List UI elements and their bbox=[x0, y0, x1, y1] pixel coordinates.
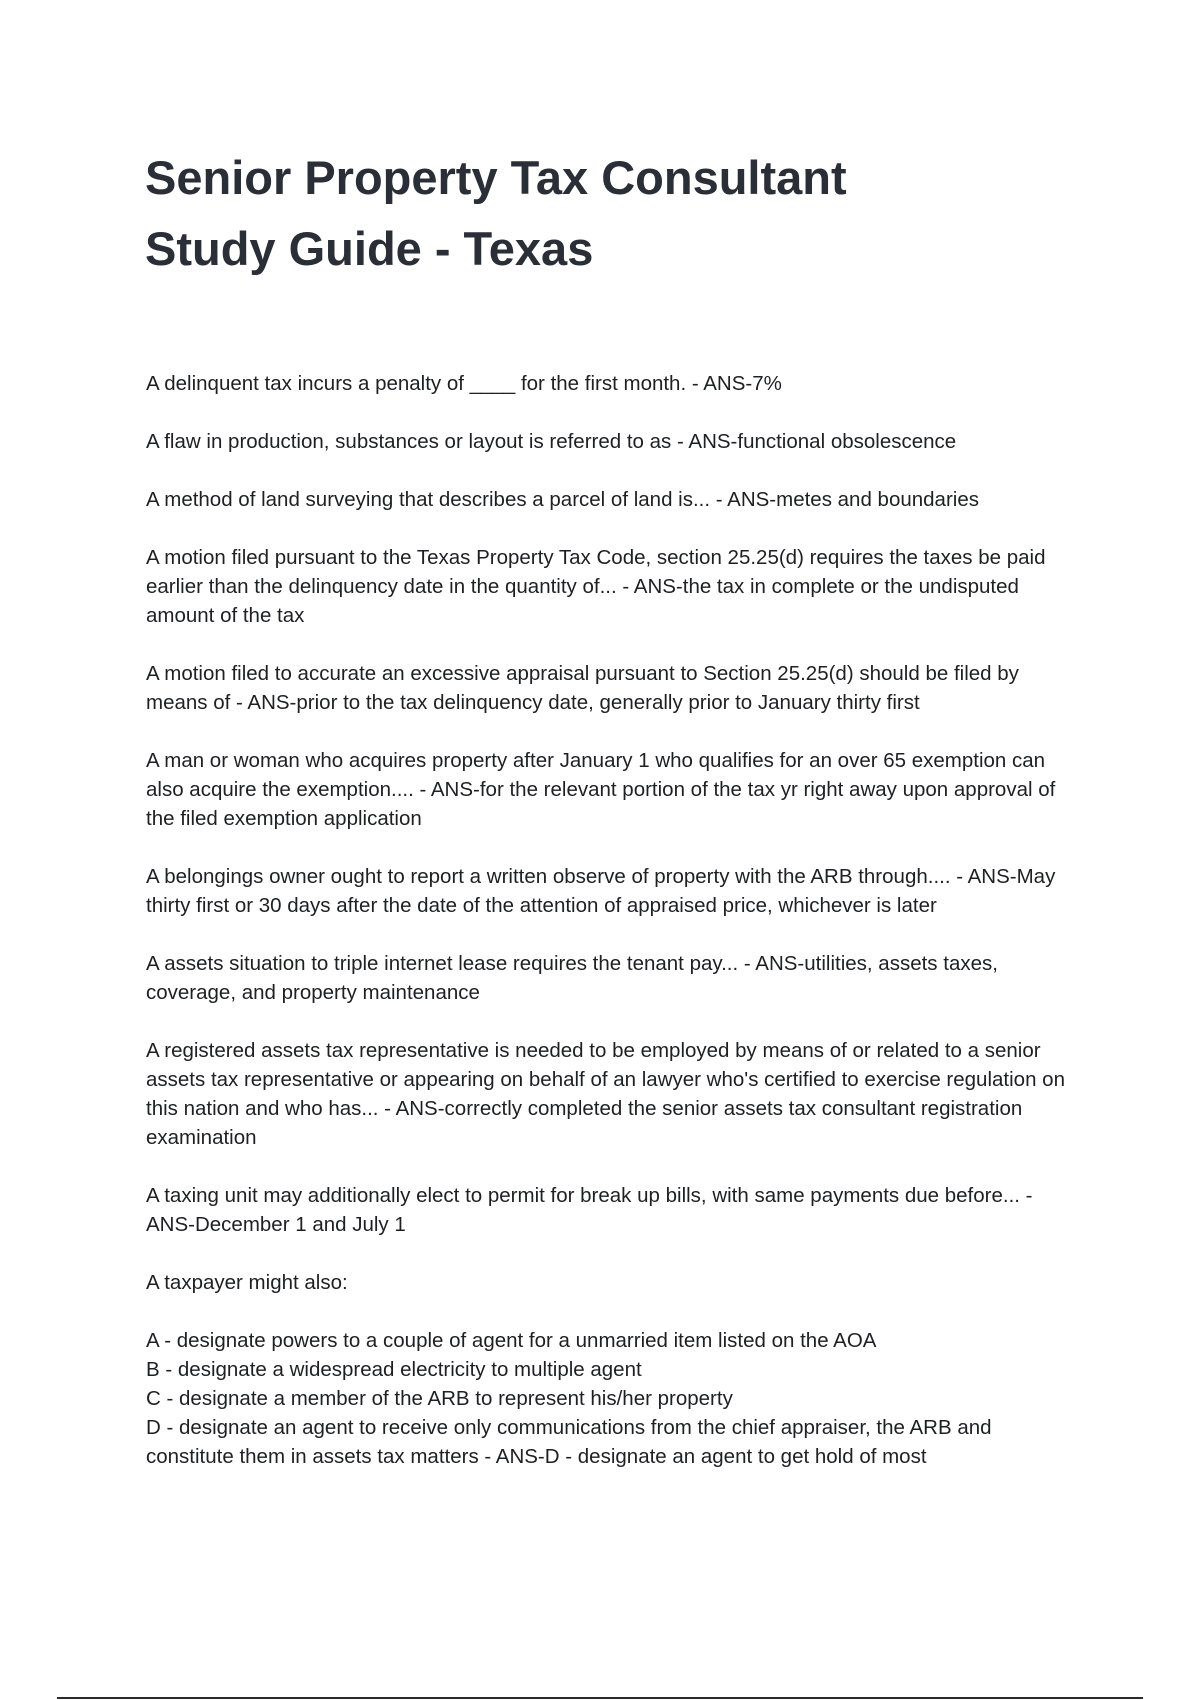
option-b: B - designate a widespread electricity to multiple agent bbox=[146, 1358, 642, 1381]
qa-item: A taxpayer might also: bbox=[146, 1271, 348, 1294]
option-a: A - designate powers to a couple of agent for a unmarried item listed on the AOA bbox=[146, 1329, 877, 1352]
answer-options bbox=[146, 1326, 1066, 1471]
qa-item: A registered assets tax representative is needed to be employed by means of or related to a senior assets tax representative or appearing on behalf of an lawyer who's certified to exercise regulation on this nation and who has... - ANS-correctly completed the senior assets tax consultant registration examination bbox=[146, 1039, 1065, 1149]
qa-item: A belongings owner ought to report a written observe of property with the ARB through.... - ANS-May thirty first or 30 days after the date of the attention of appraised price, whichever is later bbox=[146, 865, 1056, 917]
qa-item: A man or woman who acquires property after January 1 who qualifies for an over 65 exemption can also acquire the exemption.... - ANS-for the relevant portion of the tax yr right away upon approval of the filed exemption application bbox=[146, 749, 1056, 830]
title-line-2: Study Guide - Texas bbox=[145, 222, 594, 275]
footer-divider bbox=[57, 1697, 1143, 1699]
qa-item: A taxing unit may additionally elect to permit for break up bills, with same payments due before... - ANS-December 1 and July 1 bbox=[146, 1184, 1033, 1236]
document-title bbox=[145, 142, 945, 284]
qa-item: A motion filed to accurate an excessive appraisal pursuant to Section 25.25(d) should be filed by means of - ANS-prior to the tax delinquency date, generally prior to January thirty first bbox=[146, 662, 1019, 714]
qa-item: A method of land surveying that describes a parcel of land is... - ANS-metes and boundaries bbox=[146, 488, 979, 511]
title-line-1: Senior Property Tax Consultant bbox=[145, 151, 847, 204]
qa-item: A motion filed pursuant to the Texas Property Tax Code, section 25.25(d) requires the taxes be paid earlier than the delinquency date in the quantity of... - ANS-the tax in complete or the undisputed amount of the tax bbox=[146, 546, 1046, 627]
qa-item: A assets situation to triple internet lease requires the tenant pay... - ANS-utilities, assets taxes, coverage, and property maintenance bbox=[146, 952, 998, 1004]
option-d: D - designate an agent to receive only communications from the chief appraiser, the ARB and constitute them in assets tax matters - ANS-D - designate an agent to get hold of most bbox=[146, 1416, 992, 1468]
qa-item: A flaw in production, substances or layout is referred to as - ANS-functional obsolescence bbox=[146, 430, 957, 453]
option-c: C - designate a member of the ARB to represent his/her property bbox=[146, 1387, 733, 1410]
qa-item: A delinquent tax incurs a penalty of ____ for the first month. - ANS-7% bbox=[146, 372, 782, 395]
study-guide-content bbox=[146, 369, 1066, 1471]
